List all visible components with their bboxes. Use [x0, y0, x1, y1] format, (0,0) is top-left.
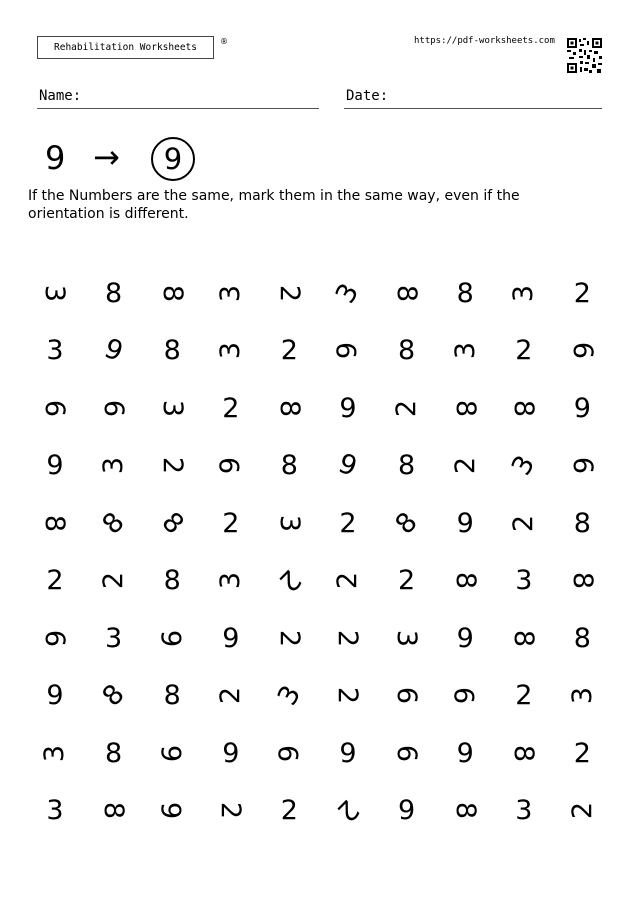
grid-digit: 2	[215, 686, 247, 705]
grid-digit: 9	[332, 341, 364, 360]
grid-digit: 2	[222, 507, 240, 539]
grid-digit: 2	[98, 571, 130, 590]
grid-digit-cell[interactable]	[265, 444, 313, 488]
grid-digit-cell[interactable]	[558, 329, 606, 373]
grid-digit: 8	[280, 450, 298, 481]
grid-digit: 2	[156, 456, 188, 475]
grid-digit-cell[interactable]	[148, 329, 196, 373]
grid-digit-cell[interactable]	[441, 386, 489, 430]
grid-digit-cell[interactable]	[207, 329, 255, 373]
grid-digit-cell[interactable]	[31, 329, 79, 373]
grid-digit: 3	[215, 284, 247, 302]
grid-digit: 8	[105, 277, 123, 309]
grid-digit: 8	[398, 450, 416, 481]
grid-digit-cell[interactable]	[148, 444, 196, 488]
grid-digit: 8	[508, 744, 540, 762]
grid-digit: 3	[449, 341, 481, 360]
grid-digit-cell[interactable]	[500, 559, 548, 603]
grid-digit: 9	[222, 737, 240, 769]
grid-digit: 3	[271, 680, 308, 711]
grid-digit-cell[interactable]	[500, 444, 548, 488]
grid-digit: 2	[573, 737, 591, 769]
grid-digit-cell[interactable]	[500, 329, 548, 373]
grid-digit-cell[interactable]	[265, 789, 313, 833]
grid-digit-cell[interactable]	[148, 559, 196, 603]
grid-digit-cell[interactable]	[441, 789, 489, 833]
grid-digit: 8	[449, 399, 481, 417]
grid-digit-cell[interactable]	[90, 789, 138, 833]
grid-digit-cell[interactable]	[500, 386, 548, 430]
grid-digit: 2	[332, 686, 364, 705]
grid-digit-cell[interactable]	[207, 271, 255, 315]
grid-digit-cell[interactable]	[207, 674, 255, 718]
grid-digit: 8	[105, 737, 123, 769]
grid-digit-cell[interactable]	[383, 789, 431, 833]
grid-digit: 9	[456, 737, 474, 769]
grid-digit: 9	[398, 795, 416, 826]
grid-digit: 3	[39, 744, 71, 762]
grid-digit: 9	[449, 686, 481, 705]
grid-digit: 9	[100, 332, 127, 369]
grid-digit: 3	[46, 335, 64, 366]
grid-digit-cell[interactable]	[324, 501, 372, 545]
grid-digit-cell[interactable]	[90, 501, 138, 545]
grid-digit-cell[interactable]	[324, 444, 372, 488]
grid-digit: 6	[39, 629, 71, 647]
grid-digit-cell[interactable]	[500, 501, 548, 545]
grid-digit-cell[interactable]	[207, 386, 255, 430]
grid-digit: 6	[156, 629, 188, 647]
grid-digit: 3	[515, 565, 533, 596]
worksheet-title-box	[37, 36, 214, 59]
grid-digit: 2	[280, 335, 298, 366]
grid-digit-cell[interactable]	[148, 501, 196, 545]
grid-digit: 2	[330, 793, 366, 828]
grid-digit-cell[interactable]	[31, 674, 79, 718]
grid-digit-cell[interactable]	[558, 731, 606, 775]
date-field-line[interactable]	[344, 108, 602, 109]
grid-digit: 9	[46, 680, 64, 711]
registered-mark: ®	[220, 37, 228, 46]
grid-digit: 9	[273, 744, 305, 762]
grid-digit-cell[interactable]	[383, 386, 431, 430]
grid-digit-cell[interactable]	[265, 559, 313, 603]
grid-digit-cell[interactable]	[207, 501, 255, 545]
grid-digit: 6	[98, 399, 130, 417]
grid-digit: 8	[391, 284, 423, 302]
grid-digit: 8	[163, 335, 181, 366]
grid-digit: 3	[156, 399, 188, 417]
grid-digit-cell[interactable]	[324, 271, 372, 315]
grid-digit-cell[interactable]	[558, 674, 606, 718]
grid-digit-cell[interactable]	[500, 731, 548, 775]
grid-digit: 8	[566, 571, 598, 590]
grid-digit: 2	[508, 514, 540, 532]
grid-digit: 8	[573, 622, 591, 654]
grid-digit-cell[interactable]	[383, 501, 431, 545]
grid-digit-cell[interactable]	[558, 386, 606, 430]
example-circled-number	[151, 137, 195, 181]
grid-digit: 9	[46, 450, 64, 481]
grid-digit: 9	[334, 447, 362, 484]
grid-digit: 3	[46, 795, 64, 826]
date-label: Date:	[346, 88, 389, 104]
worksheet-title: Rehabilitation Worksheets	[54, 42, 197, 53]
grid-digit: 8	[156, 284, 188, 302]
grid-digit-cell[interactable]	[265, 271, 313, 315]
grid-digit: 3	[215, 571, 247, 590]
grid-digit-cell[interactable]	[441, 444, 489, 488]
grid-digit-cell[interactable]	[265, 616, 313, 660]
grid-digit: 6	[391, 744, 423, 762]
grid-digit-cell[interactable]	[441, 559, 489, 603]
grid-digit: 6	[391, 686, 423, 705]
grid-digit-cell[interactable]	[383, 559, 431, 603]
site-url[interactable]: https://pdf-worksheets.com	[414, 36, 555, 46]
grid-digit-cell[interactable]	[383, 674, 431, 718]
grid-digit-cell[interactable]	[31, 271, 79, 315]
grid-digit: 8	[449, 571, 481, 590]
grid-digit-cell[interactable]	[31, 731, 79, 775]
grid-digit: 2	[332, 571, 364, 590]
grid-digit: 8	[155, 505, 190, 541]
grid-digit: 8	[98, 801, 130, 820]
grid-digit-cell[interactable]	[90, 329, 138, 373]
grid-digit-cell[interactable]	[324, 386, 372, 430]
grid-digit-cell[interactable]	[265, 731, 313, 775]
grid-digit: 2	[398, 565, 416, 596]
grid-digit: 2	[273, 284, 305, 302]
grid-digit: 3	[105, 622, 123, 654]
grid-digit: 8	[508, 629, 540, 647]
grid-digit: 8	[96, 678, 131, 713]
grid-digit-cell[interactable]	[31, 616, 79, 660]
grid-digit-cell[interactable]	[31, 789, 79, 833]
grid-digit-cell[interactable]	[441, 731, 489, 775]
grid-digit: 8	[398, 335, 416, 366]
qr-code-icon	[567, 38, 602, 73]
grid-digit: 3	[98, 456, 130, 475]
grid-digit-cell[interactable]	[90, 444, 138, 488]
grid-digit-cell[interactable]	[383, 731, 431, 775]
grid-digit: 3	[273, 514, 305, 532]
example-number: 9	[45, 139, 66, 177]
grid-digit: 8	[163, 565, 181, 596]
grid-digit-cell[interactable]	[500, 616, 548, 660]
grid-digit-cell[interactable]	[31, 444, 79, 488]
grid-digit: 6	[39, 399, 71, 417]
grid-digit: 2	[222, 392, 240, 424]
grid-digit-cell[interactable]	[90, 616, 138, 660]
grid-digit-cell[interactable]	[558, 559, 606, 603]
grid-digit: 2	[280, 795, 298, 826]
grid-digit-cell[interactable]	[207, 616, 255, 660]
grid-digit-cell[interactable]	[324, 559, 372, 603]
grid-digit: 3	[508, 284, 540, 302]
grid-digit-cell[interactable]	[500, 789, 548, 833]
grid-digit-cell[interactable]	[265, 329, 313, 373]
grid-digit-cell[interactable]	[207, 731, 255, 775]
grid-digit: 2	[566, 801, 598, 820]
example-arrow-icon: →	[93, 138, 120, 176]
grid-digit: 3	[515, 795, 533, 826]
grid-digit: 2	[273, 629, 305, 647]
grid-digit: 8	[449, 801, 481, 820]
grid-digit: 3	[215, 341, 247, 360]
grid-digit-cell[interactable]	[207, 789, 255, 833]
grid-digit-cell[interactable]	[558, 271, 606, 315]
grid-digit-cell[interactable]	[265, 386, 313, 430]
grid-digit-cell[interactable]	[441, 616, 489, 660]
grid-digit-cell[interactable]	[500, 271, 548, 315]
grid-digit: 6	[156, 744, 188, 762]
grid-digit-cell[interactable]	[441, 501, 489, 545]
name-label: Name:	[39, 88, 82, 104]
grid-digit-cell[interactable]	[90, 271, 138, 315]
grid-digit-cell[interactable]	[558, 501, 606, 545]
grid-digit: 8	[39, 514, 71, 532]
grid-digit-cell[interactable]	[324, 674, 372, 718]
grid-digit: 2	[332, 629, 364, 647]
grid-digit-cell[interactable]	[90, 559, 138, 603]
grid-digit: 9	[339, 737, 357, 769]
grid-digit: 2	[215, 801, 247, 820]
grid-digit-cell[interactable]	[148, 386, 196, 430]
grid-digit: 6	[566, 341, 598, 360]
grid-digit-cell[interactable]	[383, 444, 431, 488]
grid-digit: 8	[456, 277, 474, 309]
grid-digit-cell[interactable]	[31, 501, 79, 545]
grid-digit: 9	[456, 622, 474, 654]
grid-digit: 2	[573, 277, 591, 309]
grid-digit: 3	[330, 277, 366, 309]
grid-digit: 8	[96, 505, 131, 541]
grid-digit: 9	[573, 392, 591, 424]
grid-digit: 9	[456, 507, 474, 539]
grid-digit-cell[interactable]	[558, 616, 606, 660]
grid-digit-cell[interactable]	[90, 674, 138, 718]
grid-digit-cell[interactable]	[324, 789, 372, 833]
grid-digit: 2	[339, 507, 357, 539]
grid-digit-cell[interactable]	[148, 616, 196, 660]
grid-digit-cell[interactable]	[441, 674, 489, 718]
grid-digit-cell[interactable]	[31, 559, 79, 603]
grid-digit: 2	[46, 565, 64, 596]
name-field-line[interactable]	[37, 108, 319, 109]
grid-digit: 9	[339, 392, 357, 424]
grid-digit-cell[interactable]	[441, 271, 489, 315]
grid-digit-cell[interactable]	[265, 501, 313, 545]
grid-digit-cell[interactable]	[324, 329, 372, 373]
grid-digit-cell[interactable]	[500, 674, 548, 718]
grid-digit: 8	[573, 507, 591, 539]
grid-digit-cell[interactable]	[383, 329, 431, 373]
grid-digit-cell[interactable]	[148, 674, 196, 718]
grid-digit: 2	[272, 563, 307, 598]
grid-digit-cell[interactable]	[324, 616, 372, 660]
instructions-text: If the Numbers are the same, mark them in the same way, even if the orientation is different.	[28, 188, 520, 222]
grid-digit-cell[interactable]	[90, 386, 138, 430]
grid-digit-cell[interactable]	[207, 559, 255, 603]
grid-digit-cell[interactable]	[90, 731, 138, 775]
example-circled-digit: 9	[163, 142, 183, 176]
grid-digit-cell[interactable]	[558, 444, 606, 488]
grid-digit: 9	[215, 456, 247, 475]
grid-digit: 8	[163, 680, 181, 711]
grid-digit: 3	[39, 284, 71, 302]
grid-digit: 8	[273, 399, 305, 417]
grid-digit: 3	[391, 629, 423, 647]
grid-digit: 8	[508, 399, 540, 417]
grid-digit-cell[interactable]	[441, 329, 489, 373]
grid-digit-cell[interactable]	[207, 444, 255, 488]
grid-digit-cell[interactable]	[383, 616, 431, 660]
grid-digit-cell[interactable]	[148, 789, 196, 833]
grid-digit-cell[interactable]	[324, 731, 372, 775]
grid-digit: 2	[449, 456, 481, 475]
grid-digit: 3	[506, 450, 542, 481]
grid-digit: 6	[156, 801, 188, 820]
grid-digit: 2	[515, 335, 533, 366]
grid-digit-cell[interactable]	[383, 271, 431, 315]
grid-digit: 3	[566, 686, 598, 705]
grid-digit: 9	[222, 622, 240, 654]
grid-digit-cell[interactable]	[265, 674, 313, 718]
grid-digit-cell[interactable]	[31, 386, 79, 430]
grid-digit-cell[interactable]	[148, 271, 196, 315]
grid-digit: 2	[515, 680, 533, 711]
grid-digit-cell[interactable]	[148, 731, 196, 775]
grid-digit: 8	[389, 505, 424, 541]
grid-digit: 6	[566, 456, 598, 475]
grid-digit: 2	[391, 399, 423, 417]
grid-digit-cell[interactable]	[558, 789, 606, 833]
